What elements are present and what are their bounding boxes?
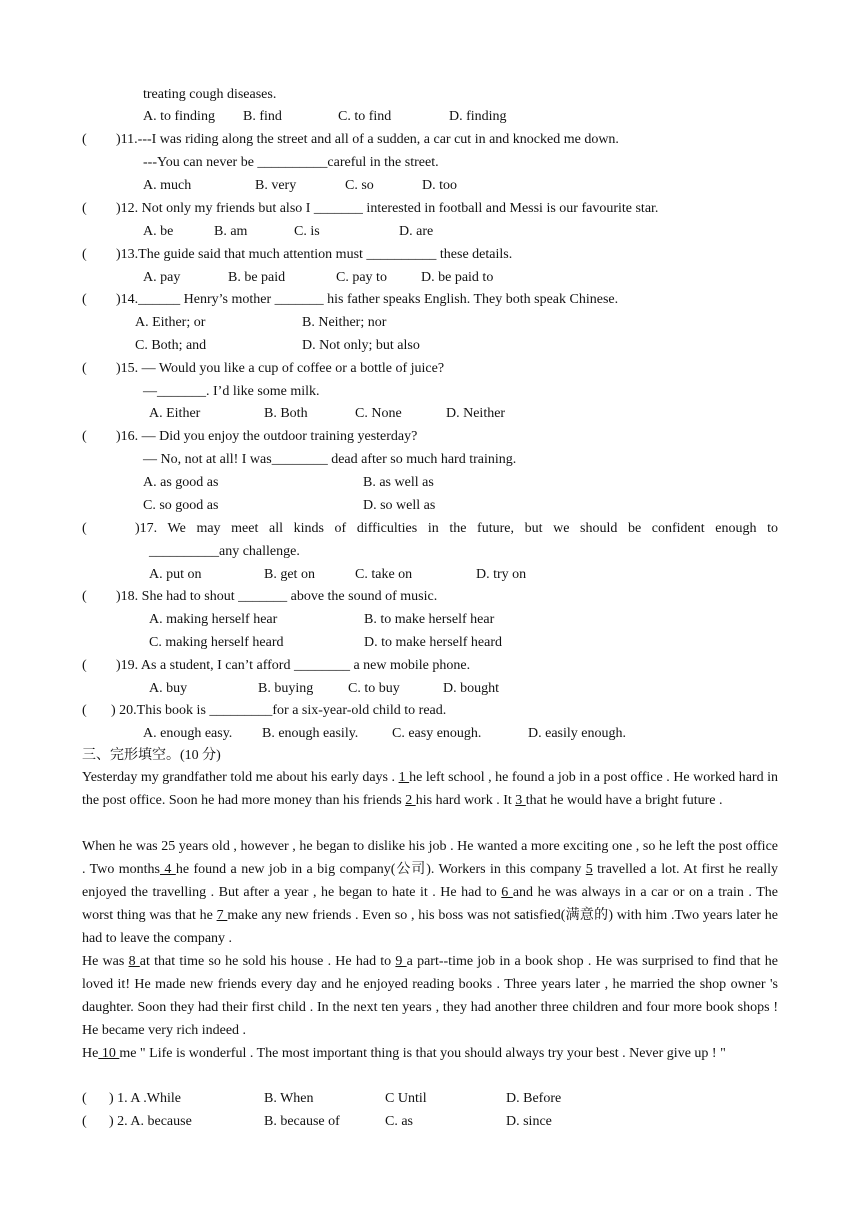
question-18-stem: )18. She had to shout _______ above the sound of music. [116, 589, 438, 604]
option-a: A. Either [149, 406, 201, 421]
blank-2: 2 [405, 793, 416, 808]
option-b: B. to make herself hear [364, 612, 495, 627]
answer-paren-open: ( [82, 132, 87, 147]
question-19-stem: )19. As a student, I can’t afford ________ a new mobile phone. [116, 658, 471, 673]
option-c: C Until [385, 1091, 427, 1106]
option-c: C. making herself heard [149, 635, 284, 650]
option-a: A. enough easy. [143, 726, 233, 741]
answer-paren-open: ( [82, 1114, 87, 1129]
blank-5: 5 [585, 862, 593, 877]
answer-paren-open: ( [82, 429, 87, 444]
answer-paren-open: ( [82, 1091, 87, 1106]
answer-paren-open: ( [82, 201, 87, 216]
blank-7: 7 [216, 908, 228, 923]
blank-6: 6 [501, 885, 513, 900]
option-d: D. easily enough. [528, 726, 626, 741]
option-a: A. buy [149, 681, 188, 696]
question-12-stem: )12. Not only my friends but also I _______ interested in football and Messi is our favourite star. [116, 201, 659, 216]
answer-paren-open: ( [82, 589, 87, 604]
option-d: D. Not only; but also [302, 338, 420, 353]
option-b: B. Both [264, 406, 308, 421]
option-b: B. as well as [363, 475, 434, 490]
blank-4: 4 [160, 862, 176, 877]
question-16-reply: — No, not at all! I was________ dead after so much hard training. [143, 452, 517, 467]
option-b: B. because of [264, 1114, 340, 1129]
option-d: D. to make herself heard [364, 635, 502, 650]
option-b: B. get on [264, 567, 315, 582]
question-13-stem: )13.The guide said that much attention must __________ these details. [116, 247, 513, 262]
option-c: C. to buy [348, 681, 400, 696]
question-continuation: treating cough diseases. [143, 87, 277, 102]
blank-8: 8 [128, 954, 140, 969]
option-c: C. Both; and [135, 338, 207, 353]
option-c: C. pay to [336, 270, 387, 285]
option-c: C. so [345, 178, 374, 193]
question-17-stem: ) 17. We may meet all kinds of difficulties in the future, but we should be confident enough to [135, 521, 778, 536]
option-a: A. Either; or [135, 315, 206, 330]
option-a: A. as good as [143, 475, 219, 490]
answer-paren-open: ( [82, 521, 87, 536]
option-c: C. is [294, 224, 320, 239]
option-c: C. so good as [143, 498, 219, 513]
option-d: D. since [506, 1114, 552, 1129]
option-c: C. as [385, 1114, 413, 1129]
blank-3: 3 [515, 793, 526, 808]
option-b: B. enough easily. [262, 726, 359, 741]
passage-paragraph-2: When he was 25 years old , however , he began to dislike his job . He wanted a more exciting one , so he left the post office . Two months 4 he found a new job in a big company(公司). Workers in this company 5 travelled a lot. At first he really enjoyed the travelling . But after a year , he began to hate it . He had to 6 and he was always in a car or on a train . The worst thing was that he 7 make any new friends . Even so , his boss was not satisfied(满意的) with him .Two years later he had to leave the company . [82, 839, 779, 946]
question-11-stem: )11.---I was riding along the street and all of a sudden, a car cut in and knocked me down. [116, 132, 619, 147]
blank-9: 9 [395, 954, 407, 969]
question-17-continuation: __________any challenge. [149, 544, 300, 559]
option-d: D. bought [443, 681, 499, 696]
option-d: D. be paid to [421, 270, 494, 285]
cloze-1-label: ) 1. A .While [109, 1091, 181, 1106]
option-b: B. When [264, 1091, 314, 1106]
option-a: A. be [143, 224, 174, 239]
option-b: B. buying [258, 681, 314, 696]
option-d: D. so well as [363, 498, 436, 513]
question-14-stem: )14.______ Henry’s mother _______ his father speaks English. They both speak Chinese. [116, 292, 619, 307]
option-b: B. find [243, 109, 282, 124]
option-c: C. take on [355, 567, 413, 582]
answer-paren-open: ( [82, 703, 87, 718]
question-16-stem: )16. — Did you enjoy the outdoor training yesterday? [116, 429, 418, 444]
answer-paren-open: ( [82, 247, 87, 262]
blank-10: 10 [98, 1046, 120, 1061]
option-a: A. to finding [143, 109, 215, 124]
option-d: D. are [399, 224, 434, 239]
option-a: A. much [143, 178, 192, 193]
option-c: C. None [355, 406, 402, 421]
question-15-reply: —_______. I’d like some milk. [143, 384, 320, 399]
passage-paragraph-4: He 10 me " Life is wonderful . The most important thing is that you should always try your best . Never give up ! " [82, 1046, 726, 1061]
option-b: B. am [214, 224, 248, 239]
question-15-stem: )15. — Would you like a cup of coffee or a bottle of juice? [116, 361, 445, 376]
option-d: D. finding [449, 109, 507, 124]
question-20-stem: ) 20.This book is _________for a six-year-old child to read. [111, 703, 447, 718]
option-b: B. very [255, 178, 297, 193]
option-d: D. try on [476, 567, 527, 582]
option-c: C. to find [338, 109, 392, 124]
section-heading: 三、完形填空。(10 分) [82, 748, 221, 763]
option-b: B. be paid [228, 270, 286, 285]
answer-paren-open: ( [82, 361, 87, 376]
option-c: C. easy enough. [392, 726, 482, 741]
option-b: B. Neither; nor [302, 315, 387, 330]
answer-paren-open: ( [82, 658, 87, 673]
cloze-2-label: ) 2. A. because [109, 1114, 192, 1129]
answer-paren-open: ( [82, 292, 87, 307]
option-d: D. too [422, 178, 457, 193]
option-a: A. pay [143, 270, 181, 285]
option-a: A. making herself hear [149, 612, 278, 627]
option-a: A. put on [149, 567, 202, 582]
option-d: D. Before [506, 1091, 562, 1106]
option-d: D. Neither [446, 406, 506, 421]
question-11-reply: ---You can never be __________careful in the street. [143, 155, 439, 170]
blank-1: 1 [398, 770, 410, 785]
passage-paragraph-1: Yesterday my grandfather told me about his early days . 1 he left school , he found a job in a post office . He worked hard in the post office. Soon he had more money than his friends 2 his hard work . It 3 that he would have a bright future . [82, 770, 778, 808]
passage-paragraph-3: He was 8 at that time so he sold his house . He had to 9 a part--time job in a book shop . He was surprised to find that he loved it! He made new friends every day and he enjoyed reading books . Three years later , he married the shop owner 's daughter. Soon they had their first child . In the next ten years , they had another three children and four more book shops ! He became very rich indeed . [82, 954, 779, 1038]
